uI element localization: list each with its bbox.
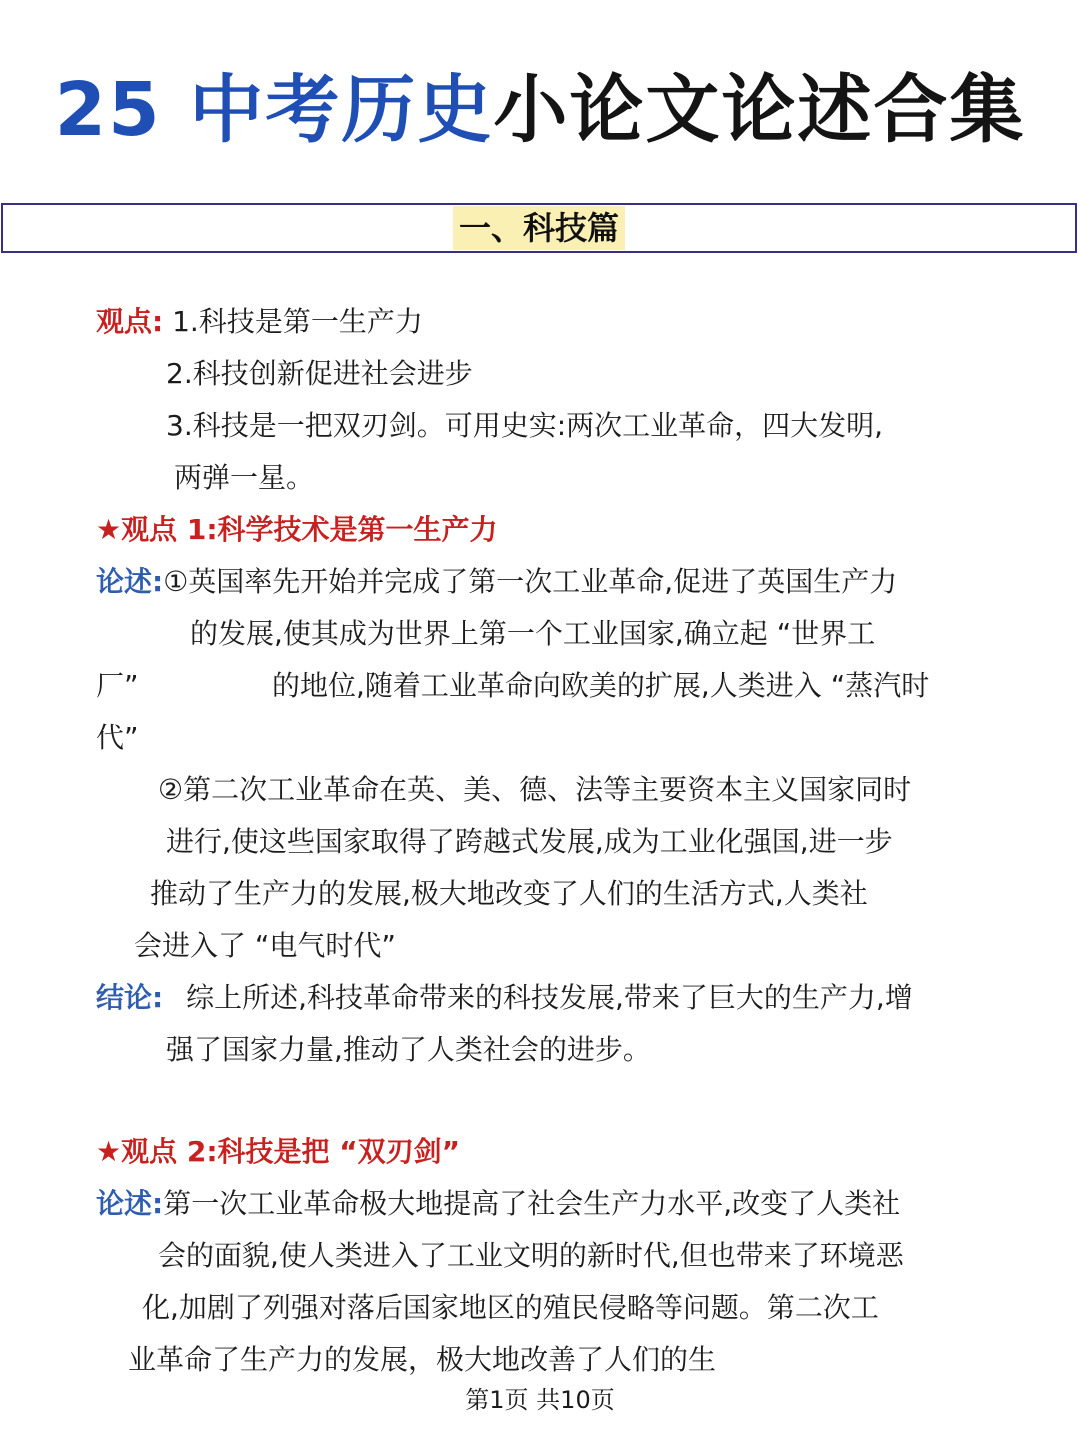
lunshu-label: 论述: [96, 1187, 164, 1220]
viewpoint-item: 1.科技是第一生产力 [172, 305, 423, 338]
viewpoint-item: 两弹一星。 [174, 461, 315, 494]
paragraph-line: 会的面貌,使人类进入了工业文明的新时代,但也带来了环境恶 [158, 1239, 904, 1272]
paragraph-line: 的地位,随着工业革命向欧美的扩展,人类进入 “蒸汽时 [272, 669, 930, 702]
paragraph-line: 综上所述,科技革命带来的科技发展,带来了巨大的生产力,增 [186, 981, 913, 1014]
point1-conclusion-line [96, 978, 913, 1018]
paragraph-line: 推动了生产力的发展,极大地改变了人们的生活方式,人类社 [150, 877, 868, 910]
viewpoints-line-1 [96, 302, 423, 342]
paragraph-line: 强了国家力量,推动了人类社会的进步。 [166, 1033, 651, 1066]
paragraph-line: 化,加剧了列强对落后国家地区的殖民侵略等问题。第二次工 [142, 1291, 879, 1324]
point1-heading: ★观点 1:科学技术是第一生产力 [96, 513, 498, 546]
page-number: 第1页 共10页 [465, 1386, 615, 1414]
viewpoints-label: 观点: [96, 305, 164, 338]
viewpoint-item: 3.科技是一把双刃剑。可用史实:两次工业革命，四大发明, [166, 409, 884, 442]
paragraph-line: 会进入了 “电气时代” [134, 929, 396, 962]
paragraph-line: 进行,使这些国家取得了跨越式发展,成为工业化强国,进一步 [166, 825, 893, 858]
paragraph-line: 厂” [96, 669, 139, 702]
point1-lunshu-line [96, 562, 897, 602]
title-part-black: 小论文论述合集 [493, 67, 1026, 153]
paragraph-line: 代” [96, 721, 139, 754]
paragraph-line: ②第二次工业革命在英、美、德、法等主要资本主义国家同时 [158, 773, 912, 806]
paragraph-line: 第一次工业革命极大地提高了社会生产力水平,改变了人类社 [163, 1187, 901, 1220]
point2-heading: ★观点 2:科技是把 “双刃剑” [96, 1135, 461, 1168]
paragraph-line: 的发展,使其成为世界上第一个工业国家,确立起 “世界工 [190, 617, 876, 650]
section-title: 一、科技篇 [453, 206, 625, 250]
paragraph-line: 业革命了生产力的发展，极大地改善了人们的生 [128, 1343, 717, 1376]
lunshu-label: 论述: [96, 565, 164, 598]
title-part-blue: 25 中考历史 [54, 67, 494, 153]
paragraph-line: ①英国率先开始并完成了第一次工业革命,促进了英国生产力 [163, 565, 898, 598]
conclusion-label: 结论: [96, 981, 164, 1014]
viewpoint-item: 2.科技创新促进社会进步 [166, 357, 473, 390]
point2-lunshu-line [96, 1184, 900, 1224]
page-title [0, 62, 1080, 158]
section-header [1, 203, 1077, 253]
